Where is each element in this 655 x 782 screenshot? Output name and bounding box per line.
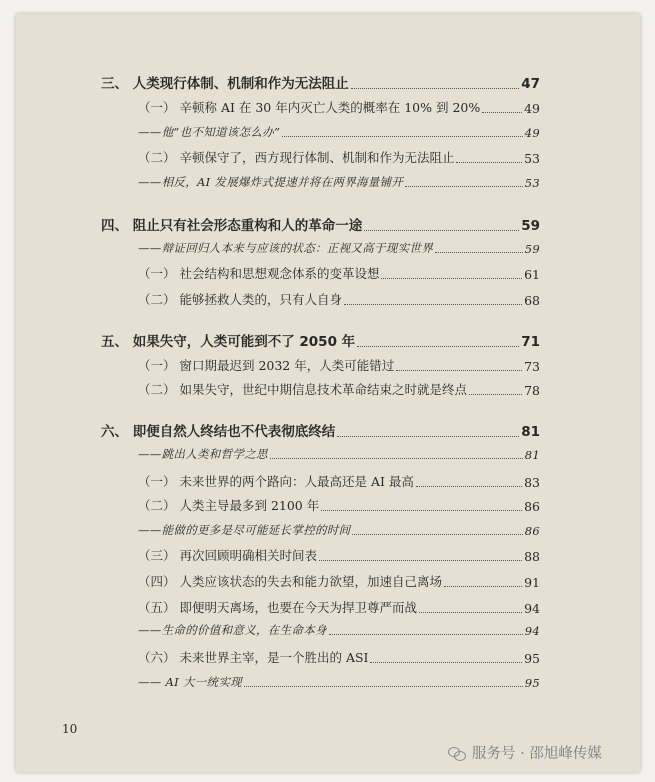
toc-entry-page: 71 <box>521 334 540 350</box>
toc-entry-label: （四） 人类应该状态的失去和能力欲望，加速自己离场 <box>138 574 442 589</box>
toc-entry-label: （一） 窗口期最迟到 2032 年，人类可能错过 <box>138 358 395 373</box>
book-page <box>16 14 640 772</box>
toc-entry <box>138 546 540 564</box>
toc-leader-dots <box>282 135 523 137</box>
toc-entry-label: ——生命的价值和意义，在生命本身 <box>138 623 327 637</box>
toc-entry <box>138 622 540 638</box>
toc-leader-dots <box>405 185 523 187</box>
toc-leader-dots <box>357 345 519 347</box>
toc-entry-page: 86 <box>524 499 540 514</box>
toc-leader-dots <box>381 277 522 279</box>
toc-entry <box>138 572 540 590</box>
toc-entry-page: 49 <box>524 101 540 116</box>
toc-entry <box>138 496 540 514</box>
toc-leader-dots <box>329 633 523 635</box>
toc-leader-dots <box>321 509 522 511</box>
toc-leader-dots <box>364 229 519 231</box>
toc-leader-dots <box>337 435 519 437</box>
toc-leader-dots <box>351 87 520 89</box>
toc-entry <box>101 214 540 234</box>
toc-leader-dots <box>456 161 522 163</box>
toc-leader-dots <box>482 111 522 113</box>
toc-entry-label: 四、 阻止只有社会形态重构和人的革命一途 <box>101 218 363 234</box>
page-number: 10 <box>62 722 78 736</box>
toc-leader-dots <box>370 661 522 663</box>
toc-entry <box>138 264 540 282</box>
table-of-contents <box>16 14 640 772</box>
toc-entry-page: 83 <box>524 475 540 490</box>
toc-entry <box>101 330 540 350</box>
toc-entry-page: 49 <box>524 126 540 140</box>
toc-entry-label: 三、 人类现行体制、机制和作为无法阻止 <box>101 76 349 92</box>
toc-entry-label: ——他“也不知道该怎么办” <box>138 125 281 139</box>
toc-entry <box>138 148 540 166</box>
toc-entry-page: 59 <box>521 218 540 234</box>
watermark-text: 服务号 · 邵旭峰传媒 <box>472 746 602 762</box>
wechat-icon <box>448 745 466 761</box>
toc-entry-page: 95 <box>524 651 540 666</box>
toc-leader-dots <box>352 533 522 535</box>
toc-entry <box>138 598 540 616</box>
toc-leader-dots <box>444 585 522 587</box>
toc-entry-page: 94 <box>524 624 540 638</box>
watermark <box>448 742 602 763</box>
toc-entry-label: （一） 辛顿称 AI 在 30 年内灭亡人类的概率在 10% 到 20% <box>138 100 481 115</box>
toc-entry-label: （三） 再次回顾明确相关时间表 <box>138 548 317 563</box>
toc-leader-dots <box>270 457 523 459</box>
toc-entry <box>138 174 540 190</box>
toc-entry-page: 95 <box>524 676 540 690</box>
toc-entry-label: 六、 即便自然人终结也不代表彻底终结 <box>101 424 336 440</box>
toc-leader-dots <box>469 393 522 395</box>
toc-entry-label: （五） 即便明天离场，也要在今天为捍卫尊严而战 <box>138 600 417 615</box>
toc-entry <box>138 648 540 666</box>
toc-entry-page: 61 <box>524 267 540 282</box>
toc-leader-dots <box>344 303 522 305</box>
toc-entry <box>138 522 540 538</box>
toc-entry-page: 53 <box>524 176 540 190</box>
toc-entry-page: 78 <box>524 383 540 398</box>
toc-entry-page: 94 <box>524 601 540 616</box>
toc-entry-page: 86 <box>524 524 540 538</box>
toc-entry-label: （二） 辛顿保守了，西方现行体制、机制和作为无法阻止 <box>138 150 455 165</box>
toc-leader-dots <box>244 685 523 687</box>
toc-entry-page: 68 <box>524 293 540 308</box>
toc-leader-dots <box>319 559 522 561</box>
toc-entry <box>138 240 540 256</box>
toc-entry-page: 73 <box>524 359 540 374</box>
toc-entry <box>138 290 540 308</box>
toc-entry <box>138 124 540 140</box>
toc-entry-label: 五、 如果失守，人类可能到不了 2050 年 <box>101 334 356 350</box>
toc-entry <box>138 674 540 690</box>
toc-entry-label: （二） 人类主导最多到 2100 年 <box>138 498 320 513</box>
toc-entry-page: 59 <box>524 242 540 256</box>
toc-entry <box>138 472 540 490</box>
toc-leader-dots <box>435 251 523 253</box>
toc-entry-page: 91 <box>524 575 540 590</box>
toc-entry <box>138 356 540 374</box>
toc-entry-label: ——相反，AI 发展爆炸式提速并将在两界海量铺开 <box>138 175 404 189</box>
toc-entry <box>138 380 540 398</box>
toc-entry-page: 88 <box>524 549 540 564</box>
toc-entry <box>101 72 540 92</box>
toc-entry-label: （六） 未来世界主宰，是一个胜出的 ASI <box>138 650 369 665</box>
toc-entry-label: （二） 能够拯救人类的，只有人自身 <box>138 292 342 307</box>
toc-entry-label: （一） 社会结构和思想观念体系的变革设想 <box>138 266 380 281</box>
toc-entry-label: （二） 如果失守，世纪中期信息技术革命结束之时就是终点 <box>138 382 467 397</box>
toc-entry-label: ——能做的更多是尽可能延长掌控的时间 <box>138 523 351 537</box>
toc-entry-label: ——跳出人类和哲学之思 <box>138 447 268 461</box>
toc-entry-page: 53 <box>524 151 540 166</box>
toc-entry-page: 47 <box>521 76 540 92</box>
toc-entry-label: （一） 未来世界的两个路向：人最高还是 AI 最高 <box>138 474 414 489</box>
toc-entry <box>101 420 540 440</box>
toc-leader-dots <box>416 485 522 487</box>
toc-entry-page: 81 <box>521 424 540 440</box>
toc-entry <box>138 98 540 116</box>
toc-entry-label: ——辩证回归人本来与应该的状态：正视又高于现实世界 <box>138 241 433 255</box>
toc-entry-label: —— AI 大一统实现 <box>138 675 242 689</box>
toc-leader-dots <box>419 611 522 613</box>
toc-entry <box>138 446 540 462</box>
toc-leader-dots <box>396 369 522 371</box>
toc-entry-page: 81 <box>524 448 540 462</box>
